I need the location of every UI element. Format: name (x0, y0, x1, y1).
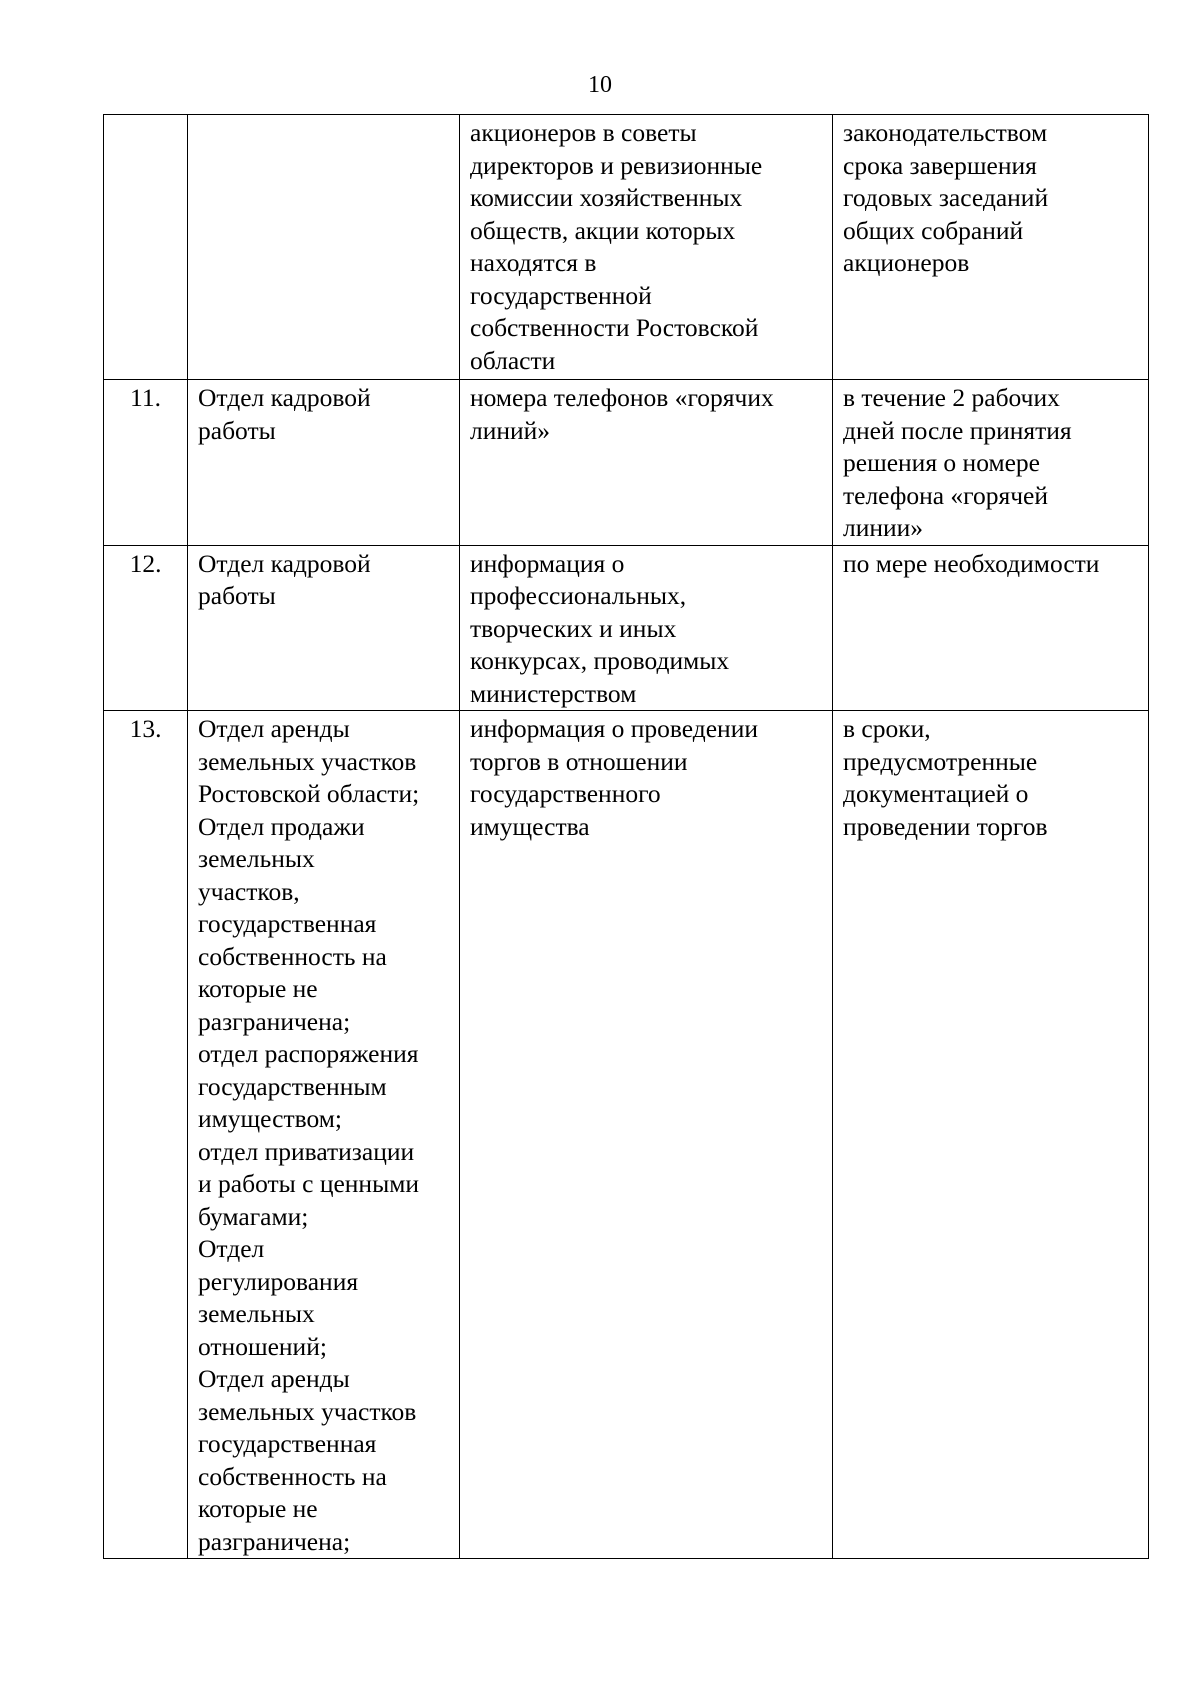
deadline-cell: законодательством срока завершения годовых заседаний общих собраний акционеров (833, 115, 1149, 380)
page-number: 10 (588, 72, 612, 98)
table-row (104, 545, 1149, 711)
row-number-cell: 13. (104, 711, 188, 1559)
table-row (104, 711, 1149, 1559)
department-cell: Отдел кадровой работы (188, 380, 460, 546)
table-row (104, 380, 1149, 546)
deadline-cell: по мере необходимости (833, 545, 1149, 711)
information-cell: информация о профессиональных, творческих и иных конкурсах, проводимых министерством (460, 545, 833, 711)
row-number-cell: 11. (104, 380, 188, 546)
department-cell (188, 115, 460, 380)
information-cell: акционеров в советы директоров и ревизионные комиссии хозяйственных обществ, акции которых находятся в государственной собственности Ростовской области (460, 115, 833, 380)
row-number-cell (104, 115, 188, 380)
information-cell: информация о проведении торгов в отношении государственного имущества (460, 711, 833, 1559)
department-cell: Отдел кадровой работы (188, 545, 460, 711)
information-cell: номера телефонов «горячих линий» (460, 380, 833, 546)
row-number-cell: 12. (104, 545, 188, 711)
document-table (103, 114, 1149, 1559)
deadline-cell: в сроки, предусмотренные документацией о проведении торгов (833, 711, 1149, 1559)
department-cell: Отдел аренды земельных участков Ростовской области; Отдел продажи земельных участков, государственная собственность на которые не разграничена; отдел распоряжения государственным имуществом; отдел приватизации и работы с ценными бумагами; Отдел регулирования земельных отношений; Отдел аренды земельных участков государственная собственность на которые не разграничена; (188, 711, 460, 1559)
table-row (104, 115, 1149, 380)
deadline-cell: в течение 2 рабочих дней после принятия решения о номере телефона «горячей линии» (833, 380, 1149, 546)
